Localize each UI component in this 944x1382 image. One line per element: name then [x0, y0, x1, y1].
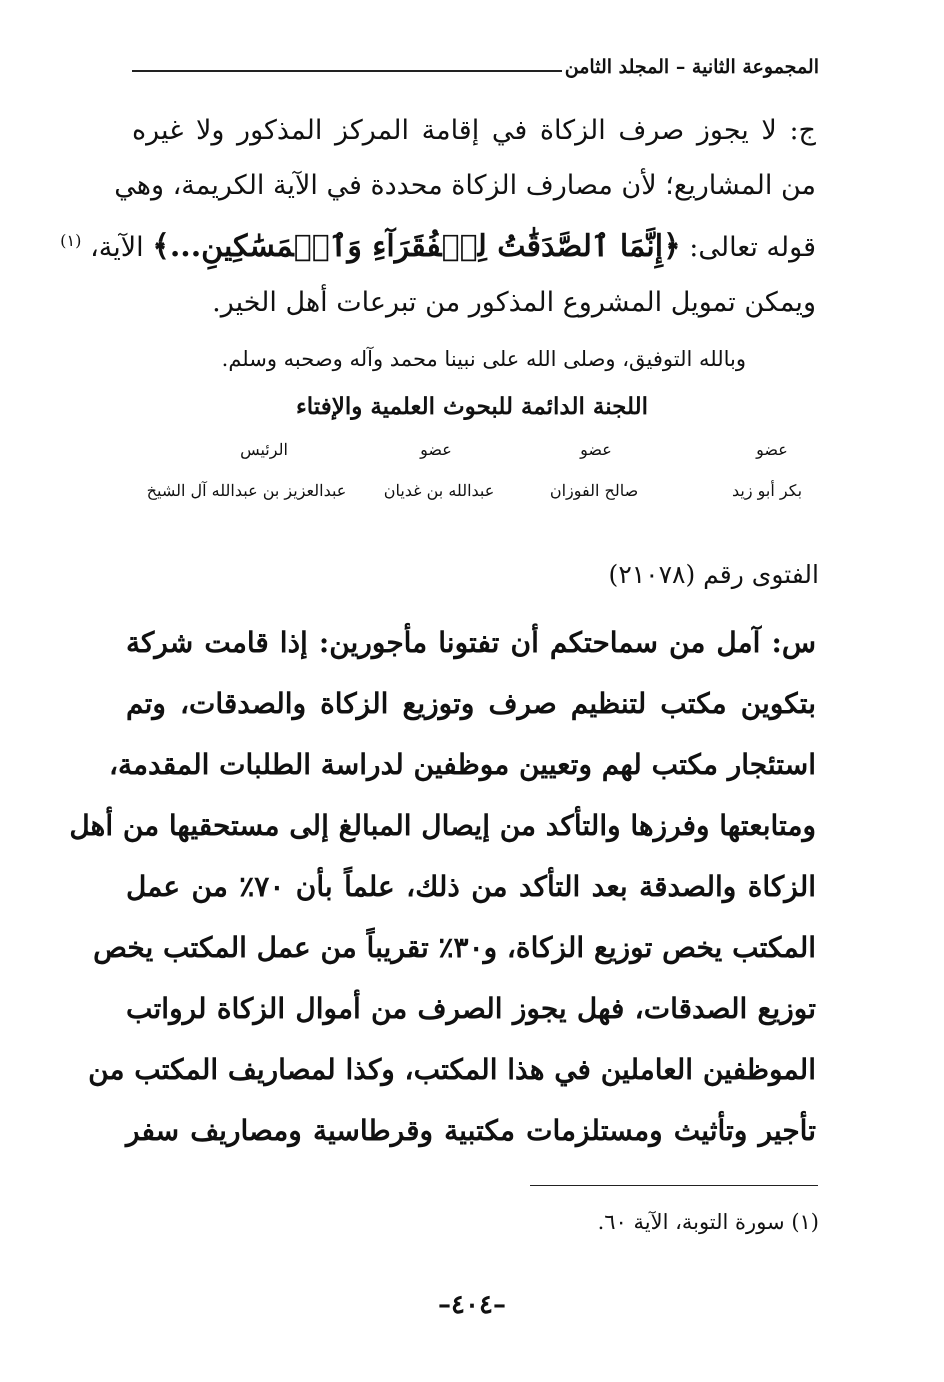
verse-intro: قوله تعالى: — [680, 232, 816, 263]
committee-title: اللجنة الدائمة للبحوث العلمية والإفتاء — [295, 393, 649, 420]
footnote-rule — [530, 1185, 818, 1186]
signatory-role: الرئيس — [240, 440, 288, 459]
signatory-name: عبدالله بن غديان — [383, 481, 495, 500]
question-line: ومتابعتها وفرزها والتأكد من إيصال المبالغ إلى مستحقيها من أهل — [69, 809, 816, 842]
answer-paragraph — [60, 103, 816, 330]
answer-line: ج: لا يجوز صرف الزكاة في إقامة المركز المذكور ولا غيره — [132, 115, 816, 146]
signatory-name: عبدالعزيز بن عبدالله آل الشيخ — [146, 481, 347, 500]
signatory-names — [0, 481, 944, 505]
question-line: س: آمل من سماحتكم أن تفتونا مأجورين: إذا قامت شركة — [126, 626, 816, 659]
question-line: الزكاة والصدقة بعد التأكد من ذلك، علماً بأن ٧٠٪ من عمل — [126, 870, 816, 903]
signatory-name: بكر أبو زيد — [731, 481, 803, 500]
answer-verse-line — [60, 213, 816, 275]
question-line: بتكوين مكتب لتنظيم صرف وتوزيع الزكاة والصدقات، وتم — [126, 687, 816, 720]
quran-verse: ﴿إِنَّمَا ٱلصَّدَقَٰتُ لِلۡفُقَرَآءِ وَٱلۡمَسَٰكِينِ...﴾ — [152, 229, 681, 264]
signatory-name: صالح الفوزان — [549, 481, 639, 500]
ayah-word: الآية، — [81, 232, 144, 263]
question-paragraph — [69, 612, 816, 1161]
question-line: توزيع الصدقات، فهل يجوز الصرف من أموال الزكاة لرواتب — [126, 992, 816, 1025]
verse-ayah-label — [60, 232, 144, 263]
question-line: تأجير وتأثيث ومستلزمات مكتبية وقرطاسية ومصاريف سفر — [126, 1114, 816, 1147]
footnote: (١) سورة التوبة، الآية ٦٠. — [597, 1210, 819, 1234]
footnote-marker[interactable]: (١) — [60, 231, 82, 250]
header-rule — [132, 70, 562, 72]
answer-line: من المشاريع؛ لأن مصارف الزكاة محددة في الآية الكريمة، وهي — [114, 170, 816, 201]
signatory-role: عضو — [420, 440, 452, 459]
question-line: الموظفين العاملين في هذا المكتب، وكذا لمصاريف المكتب من — [88, 1053, 816, 1086]
fatwa-number: الفتوى رقم (٢١٠٧٨) — [608, 560, 819, 589]
answer-line: ويمكن تمويل المشروع المذكور من تبرعات أهل الخير. — [212, 287, 816, 318]
signatory-role: عضو — [756, 440, 788, 459]
question-line: استئجار مكتب لهم وتعيين موظفين لدراسة الطلبات المقدمة، — [109, 748, 816, 781]
signatory-role: عضو — [580, 440, 612, 459]
signatory-roles — [0, 440, 944, 464]
closing-line: وبالله التوفيق، وصلى الله على نبينا محمد وآله وصحبه وسلم. — [221, 347, 746, 371]
running-header: المجموعة الثانية – المجلد الثامن — [564, 56, 819, 78]
page-number: –٤٠٤– — [438, 1290, 506, 1320]
question-line: المكتب يخص توزيع الزكاة، و٣٠٪ تقريباً من عمل المكتب يخص — [93, 931, 816, 964]
